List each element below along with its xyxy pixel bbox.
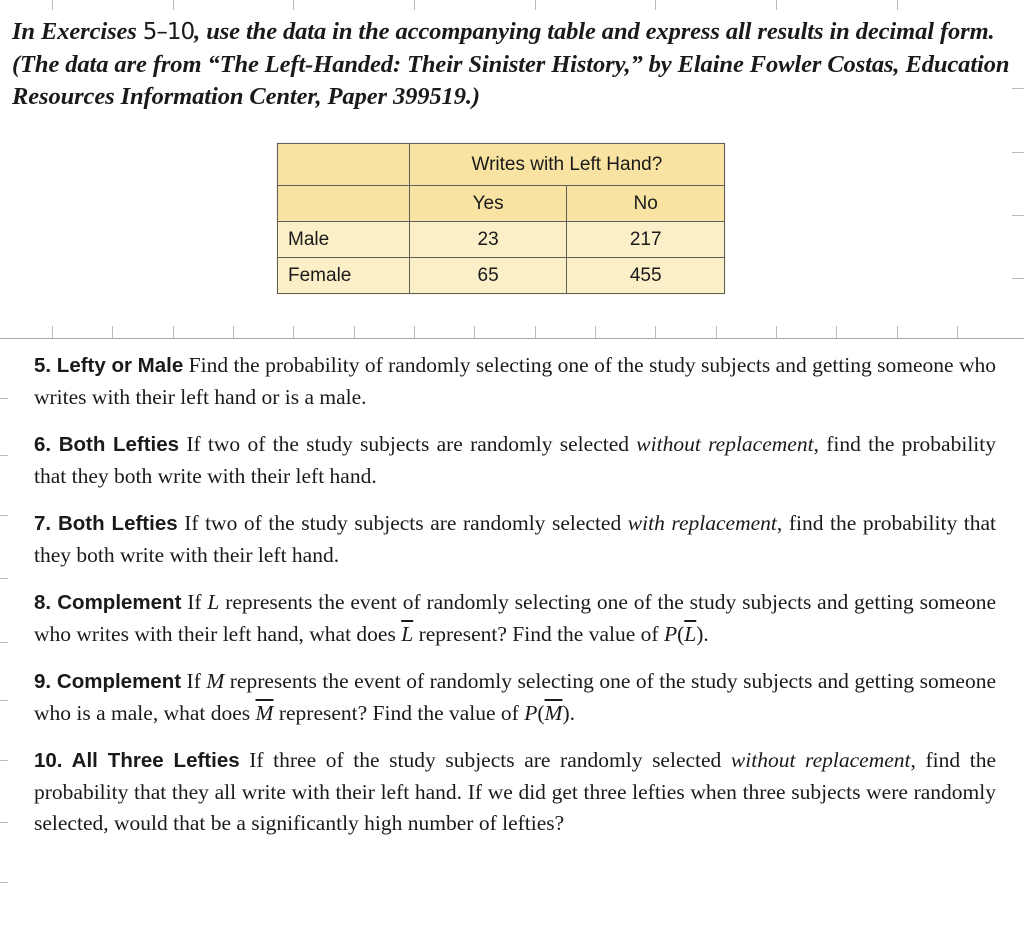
grid-mark: [52, 326, 53, 338]
math-complement: $\overline{L}$: [684, 621, 697, 646]
grid-mark: [354, 326, 355, 338]
exercise-5: [34, 350, 996, 413]
grid-mark: [655, 326, 656, 338]
grid-mark: [173, 0, 174, 10]
grid-mark: [535, 326, 536, 338]
math-expression: $P(\overline{L})$.: [663, 621, 709, 646]
exercise-text: represents the event of randomly selecting one of the study subjects and getting someone who writes with their left hand, what does: [34, 590, 997, 646]
exercise-emphasis: with replacement: [627, 511, 777, 535]
grid-mark: [0, 882, 8, 883]
grid-mark: [836, 326, 837, 338]
table-group-header: Writes with Left Hand?: [409, 144, 724, 186]
grid-mark: [776, 0, 777, 10]
grid-mark: [776, 326, 777, 338]
exercise-text: represent? Find the value of: [278, 700, 519, 725]
exercise-text: Find the probability of randomly selecting one of the study subjects and getting someone who writes with their left hand or is a male.: [34, 353, 996, 409]
grid-mark: [1012, 152, 1024, 153]
math-complement: $\overline{M}$: [544, 700, 563, 725]
intro-exercise-range: 5–10: [142, 19, 195, 45]
grid-mark: [0, 822, 8, 823]
exercise-text: , find the probability that they both write with their left hand.: [34, 432, 996, 488]
table-row-label: Male: [278, 222, 410, 258]
table-corner-cell: [278, 144, 410, 186]
math-function: P: [524, 700, 538, 725]
grid-mark: [474, 326, 475, 338]
math-variable: M: [206, 669, 225, 693]
grid-mark: [897, 0, 898, 10]
grid-mark: [173, 326, 174, 338]
table-row: [278, 222, 725, 258]
exercise-text: If: [186, 669, 201, 693]
grid-mark: [655, 0, 656, 10]
grid-mark: [233, 326, 234, 338]
exercise-title: 5. Lefty or Male: [34, 354, 184, 377]
table-row: [278, 258, 725, 294]
table-column-header: No: [567, 186, 725, 222]
grid-mark: [595, 326, 596, 338]
grid-mark: [293, 0, 294, 10]
intro-rest: , use the data in the accompanying table and express all results in decimal form. (The data are from “The Left-Handed: Their Sinister History,” by Elaine Fowler Costas, Education Resources Information Center, Paper 399519.): [12, 18, 1010, 110]
table-header-row: [278, 144, 725, 186]
grid-mark: [0, 515, 8, 516]
exercise-title: 8. Complement: [34, 591, 182, 614]
exercise-text: represents the event of randomly selecting one of the study subjects and getting someone who is a male, what does: [34, 669, 996, 725]
math-variable: L: [207, 590, 220, 614]
exercise-text: , find the probability that they all write with their left hand. If we did get three lefties when three subjects were randomly selected, would that be a significantly high number of lefties?: [34, 748, 997, 835]
exercise-6: [34, 429, 996, 492]
table-subheader-row: [278, 186, 725, 222]
grid-mark: [0, 700, 8, 701]
exercise-text: If two of the study subjects are randomly selected: [184, 511, 622, 535]
grid-mark: [0, 398, 8, 399]
exercise-list: [34, 350, 996, 856]
exercise-text: If: [187, 590, 202, 614]
math-function: P: [663, 621, 678, 646]
table-column-header: Yes: [409, 186, 567, 222]
exercise-title: 10. All Three Lefties: [34, 749, 240, 772]
exercise-9: [34, 666, 996, 729]
exercise-text: represent? Find the value of: [418, 621, 659, 646]
grid-mark: [897, 326, 898, 338]
table-cell: 217: [567, 222, 725, 258]
grid-mark: [1012, 278, 1024, 279]
exercise-title: 6. Both Lefties: [34, 433, 180, 456]
grid-mark: [535, 0, 536, 10]
grid-mark: [0, 760, 8, 761]
table-cell: 23: [409, 222, 567, 258]
data-table: [277, 143, 725, 294]
table-row-label: Female: [278, 258, 410, 294]
table-cell: 65: [409, 258, 567, 294]
exercise-text: If two of the study subjects are randomly selected: [186, 432, 630, 456]
grid-mark: [0, 642, 8, 643]
grid-mark: [52, 0, 53, 10]
grid-mark: [414, 0, 415, 10]
math-complement: $\overline{L}$: [401, 621, 414, 646]
grid-mark: [112, 326, 113, 338]
grid-mark: [0, 578, 8, 579]
table-cell: 455: [567, 258, 725, 294]
math-complement: $\overline{M}$: [255, 700, 274, 725]
grid-mark: [1012, 215, 1024, 216]
section-divider: [0, 338, 1024, 339]
exercise-title: 9. Complement: [34, 670, 182, 693]
exercise-text: , find the probability that they both write with their left hand.: [34, 511, 996, 567]
exercise-7: [34, 508, 996, 571]
exercise-emphasis: without replacement: [730, 748, 911, 772]
grid-mark: [414, 326, 415, 338]
exercise-title: 7. Both Lefties: [34, 512, 178, 535]
grid-mark: [1012, 88, 1024, 89]
table-corner-cell: [278, 186, 410, 222]
intro-paragraph: [12, 16, 1012, 114]
grid-mark: [293, 326, 294, 338]
exercise-text: If three of the study subjects are randomly selected: [249, 748, 722, 772]
exercise-emphasis: without replacement: [636, 432, 814, 456]
grid-mark: [716, 326, 717, 338]
math-expression: $P(\overline{M})$.: [524, 700, 575, 725]
grid-mark: [0, 455, 8, 456]
exercise-8: [34, 587, 996, 650]
grid-mark: [957, 326, 958, 338]
intro-prefix: In Exercises: [12, 18, 143, 45]
exercise-10: [34, 745, 996, 840]
